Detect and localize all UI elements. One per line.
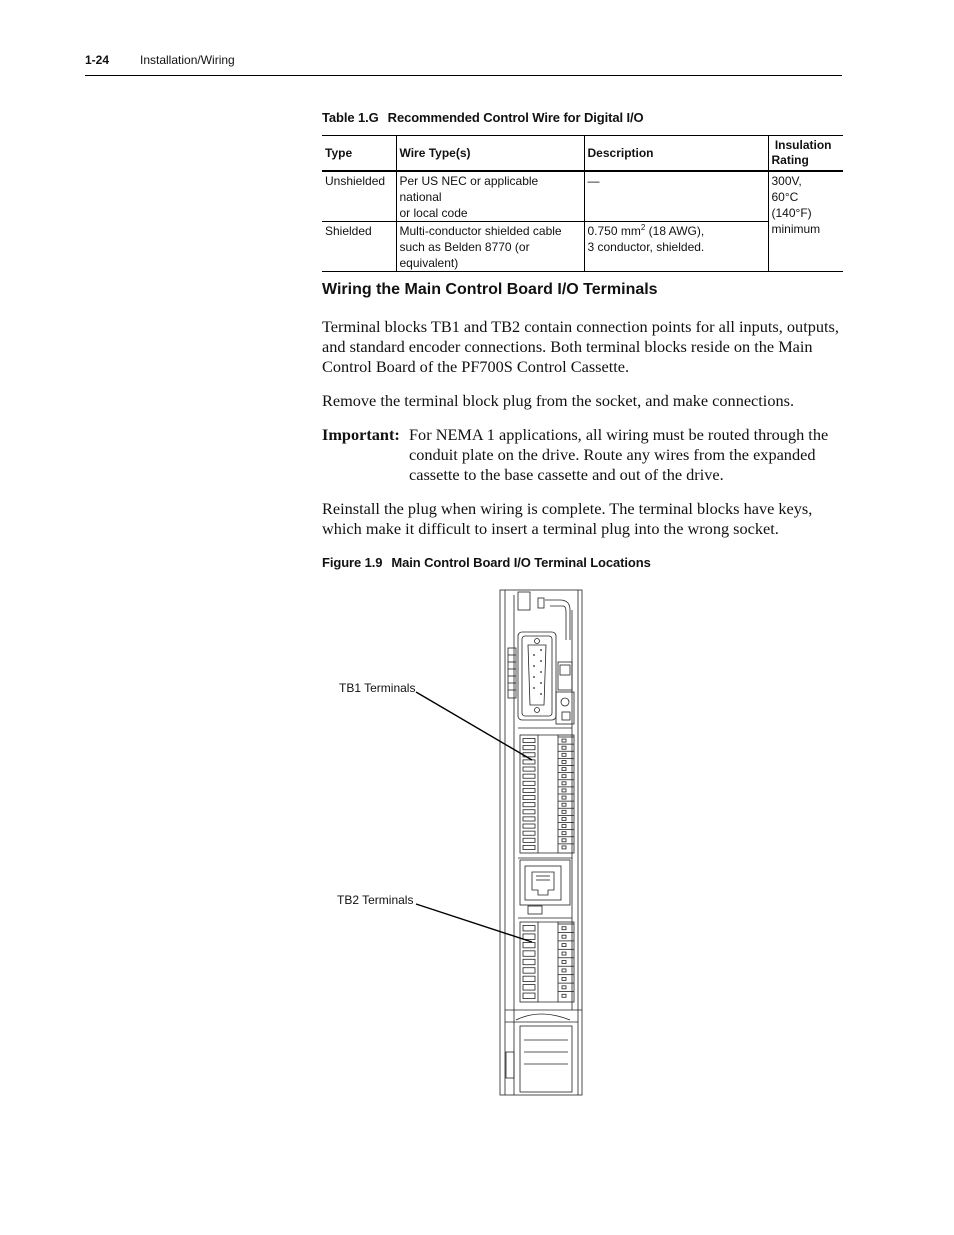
rj45-jack <box>520 860 570 914</box>
figure-caption-title: Main Control Board I/O Terminal Locations <box>391 555 651 570</box>
tb1-terminal-slot <box>523 746 535 750</box>
tb1-terminal-screw <box>562 839 566 842</box>
cell-description: — <box>584 171 768 222</box>
tb1-terminal-slot <box>523 803 535 807</box>
header-rule <box>85 75 842 76</box>
tb2-terminal-block <box>520 922 574 1002</box>
tb2-terminal-slot <box>523 959 535 964</box>
table-caption-title: Recommended Control Wire for Digital I/O <box>387 110 644 125</box>
col-header-wire-types: Wire Type(s) <box>396 136 584 172</box>
tb1-terminal-screw <box>562 803 566 806</box>
cell-description <box>584 222 768 272</box>
tb1-terminal-slot <box>523 767 535 771</box>
tb2-terminal-screw <box>562 935 566 938</box>
important-note: For NEMA 1 applications, all wiring must be routed through the conduit plate on the drive. Route any wires from the expanded cassette to the base cassette and out of the drive. <box>409 425 829 484</box>
tb2-terminal-slot <box>523 976 535 981</box>
tb1-terminal-screw <box>562 796 566 799</box>
tb2-terminal-slot <box>523 951 535 956</box>
tb1-terminal-slot <box>523 838 535 842</box>
tb1-terminal-screw <box>562 782 566 785</box>
tb2-terminal-screw <box>562 952 566 955</box>
bottom-panel <box>520 1026 572 1092</box>
tb1-terminal-slot <box>523 774 535 778</box>
tb2-terminal-screw <box>562 927 566 930</box>
col-header-type: Type <box>325 146 353 160</box>
cell-text: Multi-conductor shielded cable <box>399 224 562 238</box>
tb1-leader-line <box>416 692 532 760</box>
tb2-leader-line <box>416 904 532 942</box>
tb1-terminal-screw <box>562 810 566 813</box>
page-number: 1-24 <box>85 53 110 67</box>
cell-text: 3 conductor, shielded. <box>587 240 705 254</box>
tb1-terminal-slot <box>523 788 535 792</box>
tb1-terminal-slot <box>523 796 535 800</box>
tb1-terminal-screw <box>562 846 566 849</box>
cell-type: Unshielded <box>325 174 386 188</box>
tb2-terminal-screw <box>562 994 566 997</box>
tb2-terminal-screw <box>562 969 566 972</box>
col-header-insulation-rating <box>768 136 843 172</box>
tb1-terminal-screw <box>562 825 566 828</box>
tb2-terminal-screw <box>562 961 566 964</box>
cell-text: or local code <box>399 206 468 220</box>
rating-word: Rating <box>771 153 809 167</box>
tb1-terminal-screw <box>562 760 566 763</box>
section-heading: Wiring the Main Control Board I/O Terminals <box>322 281 658 298</box>
cell-type: Shielded <box>322 222 396 272</box>
tb1-terminal-screw <box>562 832 566 835</box>
tb1-label: TB1 Terminals <box>339 681 416 695</box>
cell-text: Per US NEC or applicable national <box>399 174 539 204</box>
tb1-terminal-slot <box>523 781 535 785</box>
body-paragraph: Remove the terminal block plug from the socket, and make connections. <box>322 391 795 410</box>
cell-text: (18 AWG), <box>645 224 705 238</box>
tb2-terminal-screw <box>562 977 566 980</box>
latch <box>518 592 530 610</box>
tb1-terminal-slot <box>523 760 535 764</box>
table-row <box>322 171 843 222</box>
cell-text: 0.750 mm <box>587 224 641 238</box>
tb1-terminal-screw <box>562 817 566 820</box>
tb1-terminal-screw <box>562 768 566 771</box>
table-caption <box>322 110 644 125</box>
tb2-label: TB2 Terminals <box>337 893 414 907</box>
figure-caption <box>322 555 651 570</box>
tb1-terminal-screw <box>562 753 566 756</box>
rating-line: 60°C <box>771 190 799 204</box>
tb2-terminal-slot <box>523 993 535 998</box>
encoder-connector <box>518 632 556 720</box>
cell-wire-type <box>396 222 584 272</box>
cell-text: such as Belden 8770 (or equivalent) <box>399 240 530 270</box>
wire-table <box>322 135 843 272</box>
superscript: 2 <box>640 223 646 232</box>
cell-wire-type <box>396 171 584 222</box>
tb1-terminal-slot <box>523 824 535 828</box>
tb1-terminal-screw <box>562 789 566 792</box>
tb1-terminal-slot <box>523 739 535 743</box>
figure-caption-number: Figure 1.9 <box>322 555 383 570</box>
tb1-terminal-block <box>520 735 574 853</box>
body-paragraph: Reinstall the plug when wiring is complete. The terminal blocks have keys, which make it difficult to insert a terminal plug into the wrong socket. <box>322 499 813 538</box>
running-header-section: Installation/Wiring <box>140 53 235 67</box>
tb1-terminal-slot <box>523 831 535 835</box>
rating-line: (140°F) <box>771 206 812 220</box>
tb2-terminal-screw <box>562 986 566 989</box>
rating-line: minimum <box>771 222 821 236</box>
cell-insulation-rating <box>768 171 843 272</box>
col-header-description: Description <box>584 136 768 172</box>
tb1-terminal-slot <box>523 817 535 821</box>
tb2-terminal-slot <box>523 926 535 931</box>
tb2-terminal-screw <box>562 944 566 947</box>
tb2-terminal-slot <box>523 934 535 939</box>
body-paragraph: Terminal blocks TB1 and TB2 contain connection points for all inputs, outputs, and standard encoder connections. Both terminal blocks reside on the Main Control Board of the PF700S Control Cassette. <box>322 317 839 376</box>
rating-line: 300V, <box>771 174 802 188</box>
tb2-terminal-slot <box>523 968 535 973</box>
table-header-row <box>322 136 843 172</box>
tb1-terminal-slot <box>523 845 535 849</box>
tb2-terminal-slot <box>523 985 535 990</box>
tb1-terminal-slot <box>523 810 535 814</box>
tb1-terminal-screw <box>562 775 566 778</box>
ribbed-strip <box>508 648 516 698</box>
tb2-terminal-slot <box>523 942 535 947</box>
table-caption-number: Table 1.G <box>322 110 379 125</box>
table-row <box>322 222 843 272</box>
control-board-figure <box>300 585 620 1100</box>
important-label: Important: <box>322 425 400 444</box>
insulation-word: Insulation <box>774 138 832 152</box>
tb1-terminal-screw <box>562 746 566 749</box>
tb1-terminal-screw <box>562 739 566 742</box>
